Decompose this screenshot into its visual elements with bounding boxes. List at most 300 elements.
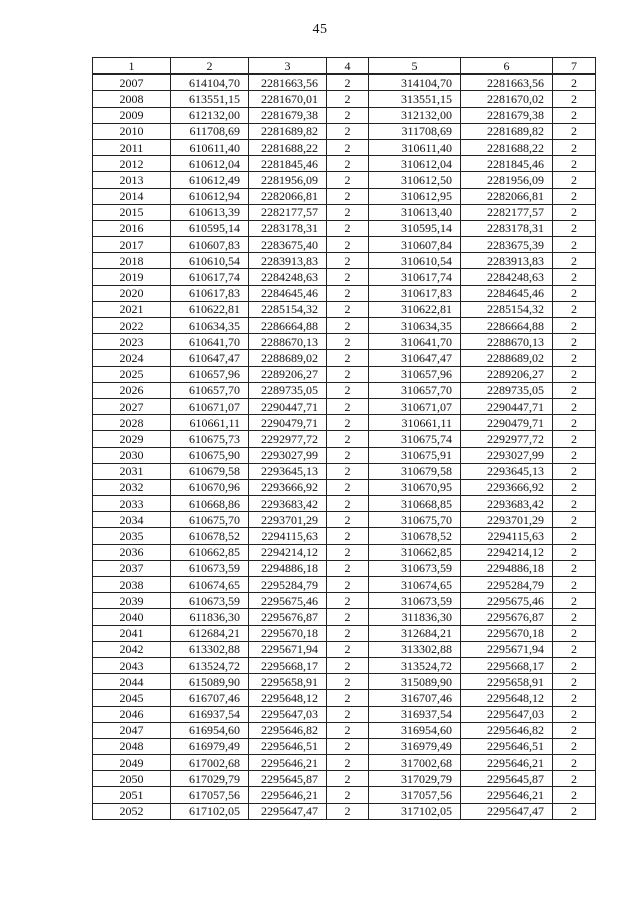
accuracy-code-cell: 2 bbox=[553, 172, 596, 188]
table-row bbox=[93, 690, 596, 706]
y-coordinate-2-cell: 2283913,83 bbox=[461, 253, 553, 269]
column-header: 4 bbox=[327, 58, 369, 75]
x-coordinate-2-cell: 310662,85 bbox=[369, 544, 461, 560]
method-code-cell: 2 bbox=[327, 188, 369, 204]
accuracy-code-cell: 2 bbox=[553, 431, 596, 447]
method-code-cell: 2 bbox=[327, 269, 369, 285]
accuracy-code-cell: 2 bbox=[553, 204, 596, 220]
y-coordinate-cell: 2290479,71 bbox=[249, 415, 327, 431]
method-code-cell: 2 bbox=[327, 544, 369, 560]
y-coordinate-2-cell: 2295671,94 bbox=[461, 641, 553, 657]
y-coordinate-cell: 2293683,42 bbox=[249, 496, 327, 512]
x-coordinate-2-cell: 311836,30 bbox=[369, 609, 461, 625]
point-number-cell: 2019 bbox=[93, 269, 171, 285]
accuracy-code-cell: 2 bbox=[553, 253, 596, 269]
table-row bbox=[93, 657, 596, 673]
x-coordinate-2-cell: 310634,35 bbox=[369, 318, 461, 334]
x-coordinate-2-cell: 310610,54 bbox=[369, 253, 461, 269]
y-coordinate-2-cell: 2281688,22 bbox=[461, 139, 553, 155]
y-coordinate-cell: 2281956,09 bbox=[249, 172, 327, 188]
method-code-cell: 2 bbox=[327, 447, 369, 463]
y-coordinate-2-cell: 2295676,87 bbox=[461, 609, 553, 625]
accuracy-code-cell: 2 bbox=[553, 755, 596, 771]
method-code-cell: 2 bbox=[327, 285, 369, 301]
table-row bbox=[93, 496, 596, 512]
y-coordinate-2-cell: 2281845,46 bbox=[461, 156, 553, 172]
x-coordinate-cell: 616979,49 bbox=[171, 738, 249, 754]
accuracy-code-cell: 2 bbox=[553, 722, 596, 738]
x-coordinate-2-cell: 317002,68 bbox=[369, 755, 461, 771]
table-row bbox=[93, 479, 596, 495]
accuracy-code-cell: 2 bbox=[553, 366, 596, 382]
accuracy-code-cell: 2 bbox=[553, 560, 596, 576]
y-coordinate-cell: 2281670,01 bbox=[249, 91, 327, 107]
y-coordinate-cell: 2293701,29 bbox=[249, 512, 327, 528]
table-row bbox=[93, 560, 596, 576]
x-coordinate-2-cell: 310612,04 bbox=[369, 156, 461, 172]
accuracy-code-cell: 2 bbox=[553, 803, 596, 819]
point-number-cell: 2017 bbox=[93, 237, 171, 253]
y-coordinate-cell: 2283913,83 bbox=[249, 253, 327, 269]
accuracy-code-cell: 2 bbox=[553, 738, 596, 754]
x-coordinate-2-cell: 317057,56 bbox=[369, 787, 461, 803]
x-coordinate-cell: 614104,70 bbox=[171, 74, 249, 91]
y-coordinate-2-cell: 2293645,13 bbox=[461, 463, 553, 479]
method-code-cell: 2 bbox=[327, 350, 369, 366]
x-coordinate-2-cell: 312132,00 bbox=[369, 107, 461, 123]
accuracy-code-cell: 2 bbox=[553, 690, 596, 706]
table-row bbox=[93, 512, 596, 528]
table-row bbox=[93, 91, 596, 107]
accuracy-code-cell: 2 bbox=[553, 787, 596, 803]
x-coordinate-2-cell: 317029,79 bbox=[369, 771, 461, 787]
table-row bbox=[93, 156, 596, 172]
point-number-cell: 2010 bbox=[93, 123, 171, 139]
y-coordinate-cell: 2281688,22 bbox=[249, 139, 327, 155]
y-coordinate-cell: 2288689,02 bbox=[249, 350, 327, 366]
x-coordinate-cell: 616954,60 bbox=[171, 722, 249, 738]
method-code-cell: 2 bbox=[327, 803, 369, 819]
point-number-cell: 2038 bbox=[93, 577, 171, 593]
method-code-cell: 2 bbox=[327, 91, 369, 107]
y-coordinate-2-cell: 2294115,63 bbox=[461, 528, 553, 544]
y-coordinate-2-cell: 2295675,46 bbox=[461, 593, 553, 609]
x-coordinate-2-cell: 310611,40 bbox=[369, 139, 461, 155]
method-code-cell: 2 bbox=[327, 334, 369, 350]
point-number-cell: 2041 bbox=[93, 625, 171, 641]
accuracy-code-cell: 2 bbox=[553, 285, 596, 301]
x-coordinate-2-cell: 316954,60 bbox=[369, 722, 461, 738]
table-row bbox=[93, 334, 596, 350]
x-coordinate-cell: 610657,70 bbox=[171, 382, 249, 398]
y-coordinate-2-cell: 2295646,21 bbox=[461, 755, 553, 771]
method-code-cell: 2 bbox=[327, 787, 369, 803]
table-row bbox=[93, 706, 596, 722]
y-coordinate-2-cell: 2293027,99 bbox=[461, 447, 553, 463]
x-coordinate-2-cell: 310622,81 bbox=[369, 301, 461, 317]
table-row bbox=[93, 577, 596, 593]
x-coordinate-2-cell: 310675,70 bbox=[369, 512, 461, 528]
accuracy-code-cell: 2 bbox=[553, 220, 596, 236]
table-row bbox=[93, 609, 596, 625]
table-row bbox=[93, 463, 596, 479]
x-coordinate-cell: 610675,73 bbox=[171, 431, 249, 447]
y-coordinate-2-cell: 2294886,18 bbox=[461, 560, 553, 576]
x-coordinate-cell: 610679,58 bbox=[171, 463, 249, 479]
x-coordinate-2-cell: 312684,21 bbox=[369, 625, 461, 641]
y-coordinate-2-cell: 2293666,92 bbox=[461, 479, 553, 495]
x-coordinate-2-cell: 310613,40 bbox=[369, 204, 461, 220]
x-coordinate-2-cell: 317102,05 bbox=[369, 803, 461, 819]
y-coordinate-cell: 2295658,91 bbox=[249, 674, 327, 690]
table-row bbox=[93, 139, 596, 155]
method-code-cell: 2 bbox=[327, 690, 369, 706]
x-coordinate-2-cell: 313302,88 bbox=[369, 641, 461, 657]
accuracy-code-cell: 2 bbox=[553, 577, 596, 593]
method-code-cell: 2 bbox=[327, 738, 369, 754]
y-coordinate-2-cell: 2295647,47 bbox=[461, 803, 553, 819]
point-number-cell: 2047 bbox=[93, 722, 171, 738]
y-coordinate-cell: 2286664,88 bbox=[249, 318, 327, 334]
y-coordinate-2-cell: 2295284,79 bbox=[461, 577, 553, 593]
point-number-cell: 2016 bbox=[93, 220, 171, 236]
accuracy-code-cell: 2 bbox=[553, 398, 596, 414]
method-code-cell: 2 bbox=[327, 382, 369, 398]
x-coordinate-cell: 610647,47 bbox=[171, 350, 249, 366]
accuracy-code-cell: 2 bbox=[553, 641, 596, 657]
x-coordinate-2-cell: 310670,95 bbox=[369, 479, 461, 495]
point-number-cell: 2048 bbox=[93, 738, 171, 754]
table-body bbox=[93, 74, 596, 819]
x-coordinate-2-cell: 310678,52 bbox=[369, 528, 461, 544]
x-coordinate-cell: 610673,59 bbox=[171, 593, 249, 609]
x-coordinate-cell: 610662,85 bbox=[171, 544, 249, 560]
table-row bbox=[93, 722, 596, 738]
accuracy-code-cell: 2 bbox=[553, 318, 596, 334]
y-coordinate-cell: 2285154,32 bbox=[249, 301, 327, 317]
method-code-cell: 2 bbox=[327, 674, 369, 690]
accuracy-code-cell: 2 bbox=[553, 544, 596, 560]
x-coordinate-2-cell: 310668,85 bbox=[369, 496, 461, 512]
x-coordinate-cell: 610611,40 bbox=[171, 139, 249, 155]
accuracy-code-cell: 2 bbox=[553, 447, 596, 463]
point-number-cell: 2032 bbox=[93, 479, 171, 495]
x-coordinate-cell: 611836,30 bbox=[171, 609, 249, 625]
table-row bbox=[93, 318, 596, 334]
y-coordinate-2-cell: 2295668,17 bbox=[461, 657, 553, 673]
x-coordinate-2-cell: 310612,95 bbox=[369, 188, 461, 204]
y-coordinate-cell: 2295284,79 bbox=[249, 577, 327, 593]
table-row bbox=[93, 431, 596, 447]
accuracy-code-cell: 2 bbox=[553, 123, 596, 139]
method-code-cell: 2 bbox=[327, 722, 369, 738]
y-coordinate-2-cell: 2285154,32 bbox=[461, 301, 553, 317]
accuracy-code-cell: 2 bbox=[553, 415, 596, 431]
y-coordinate-2-cell: 2281956,09 bbox=[461, 172, 553, 188]
method-code-cell: 2 bbox=[327, 220, 369, 236]
column-header: 5 bbox=[369, 58, 461, 75]
y-coordinate-cell: 2295646,51 bbox=[249, 738, 327, 754]
method-code-cell: 2 bbox=[327, 318, 369, 334]
x-coordinate-2-cell: 310671,07 bbox=[369, 398, 461, 414]
accuracy-code-cell: 2 bbox=[553, 301, 596, 317]
point-number-cell: 2051 bbox=[93, 787, 171, 803]
y-coordinate-cell: 2293666,92 bbox=[249, 479, 327, 495]
x-coordinate-cell: 612684,21 bbox=[171, 625, 249, 641]
table-row bbox=[93, 771, 596, 787]
method-code-cell: 2 bbox=[327, 496, 369, 512]
point-number-cell: 2014 bbox=[93, 188, 171, 204]
point-number-cell: 2022 bbox=[93, 318, 171, 334]
x-coordinate-2-cell: 310647,47 bbox=[369, 350, 461, 366]
x-coordinate-cell: 610671,07 bbox=[171, 398, 249, 414]
table-row bbox=[93, 301, 596, 317]
x-coordinate-2-cell: 316937,54 bbox=[369, 706, 461, 722]
table-row bbox=[93, 204, 596, 220]
x-coordinate-cell: 610622,81 bbox=[171, 301, 249, 317]
table-row bbox=[93, 285, 596, 301]
x-coordinate-2-cell: 310617,83 bbox=[369, 285, 461, 301]
x-coordinate-2-cell: 314104,70 bbox=[369, 74, 461, 91]
method-code-cell: 2 bbox=[327, 512, 369, 528]
x-coordinate-cell: 610634,35 bbox=[171, 318, 249, 334]
method-code-cell: 2 bbox=[327, 463, 369, 479]
y-coordinate-2-cell: 2281670,02 bbox=[461, 91, 553, 107]
point-number-cell: 2011 bbox=[93, 139, 171, 155]
table-row bbox=[93, 787, 596, 803]
y-coordinate-cell: 2295646,21 bbox=[249, 755, 327, 771]
x-coordinate-2-cell: 315089,90 bbox=[369, 674, 461, 690]
y-coordinate-cell: 2294115,63 bbox=[249, 528, 327, 544]
method-code-cell: 2 bbox=[327, 431, 369, 447]
point-number-cell: 2040 bbox=[93, 609, 171, 625]
y-coordinate-2-cell: 2281679,38 bbox=[461, 107, 553, 123]
x-coordinate-cell: 611708,69 bbox=[171, 123, 249, 139]
accuracy-code-cell: 2 bbox=[553, 674, 596, 690]
accuracy-code-cell: 2 bbox=[553, 496, 596, 512]
x-coordinate-2-cell: 310641,70 bbox=[369, 334, 461, 350]
x-coordinate-cell: 617002,68 bbox=[171, 755, 249, 771]
x-coordinate-cell: 610673,59 bbox=[171, 560, 249, 576]
table-row bbox=[93, 544, 596, 560]
accuracy-code-cell: 2 bbox=[553, 657, 596, 673]
point-number-cell: 2042 bbox=[93, 641, 171, 657]
y-coordinate-cell: 2281679,38 bbox=[249, 107, 327, 123]
point-number-cell: 2034 bbox=[93, 512, 171, 528]
method-code-cell: 2 bbox=[327, 204, 369, 220]
y-coordinate-cell: 2288670,13 bbox=[249, 334, 327, 350]
table-row bbox=[93, 398, 596, 414]
accuracy-code-cell: 2 bbox=[553, 463, 596, 479]
x-coordinate-2-cell: 310679,58 bbox=[369, 463, 461, 479]
x-coordinate-2-cell: 310607,84 bbox=[369, 237, 461, 253]
y-coordinate-2-cell: 2295646,82 bbox=[461, 722, 553, 738]
table-row bbox=[93, 350, 596, 366]
point-number-cell: 2020 bbox=[93, 285, 171, 301]
y-coordinate-cell: 2292977,72 bbox=[249, 431, 327, 447]
method-code-cell: 2 bbox=[327, 479, 369, 495]
x-coordinate-cell: 610613,39 bbox=[171, 204, 249, 220]
accuracy-code-cell: 2 bbox=[553, 91, 596, 107]
method-code-cell: 2 bbox=[327, 156, 369, 172]
y-coordinate-cell: 2284645,46 bbox=[249, 285, 327, 301]
point-number-cell: 2030 bbox=[93, 447, 171, 463]
y-coordinate-2-cell: 2284645,46 bbox=[461, 285, 553, 301]
y-coordinate-cell: 2295671,94 bbox=[249, 641, 327, 657]
y-coordinate-cell: 2289206,27 bbox=[249, 366, 327, 382]
x-coordinate-cell: 617102,05 bbox=[171, 803, 249, 819]
table-row bbox=[93, 237, 596, 253]
y-coordinate-cell: 2295646,82 bbox=[249, 722, 327, 738]
method-code-cell: 2 bbox=[327, 172, 369, 188]
y-coordinate-cell: 2284248,63 bbox=[249, 269, 327, 285]
table-row bbox=[93, 738, 596, 754]
y-coordinate-2-cell: 2282177,57 bbox=[461, 204, 553, 220]
accuracy-code-cell: 2 bbox=[553, 706, 596, 722]
table-row bbox=[93, 528, 596, 544]
accuracy-code-cell: 2 bbox=[553, 74, 596, 91]
table-row bbox=[93, 674, 596, 690]
x-coordinate-2-cell: 310657,70 bbox=[369, 382, 461, 398]
y-coordinate-cell: 2281663,56 bbox=[249, 74, 327, 91]
x-coordinate-cell: 617057,56 bbox=[171, 787, 249, 803]
y-coordinate-2-cell: 2281663,56 bbox=[461, 74, 553, 91]
table-row bbox=[93, 253, 596, 269]
point-number-cell: 2024 bbox=[93, 350, 171, 366]
method-code-cell: 2 bbox=[327, 107, 369, 123]
point-number-cell: 2049 bbox=[93, 755, 171, 771]
method-code-cell: 2 bbox=[327, 593, 369, 609]
y-coordinate-2-cell: 2283675,39 bbox=[461, 237, 553, 253]
accuracy-code-cell: 2 bbox=[553, 609, 596, 625]
x-coordinate-cell: 613551,15 bbox=[171, 91, 249, 107]
x-coordinate-cell: 610670,96 bbox=[171, 479, 249, 495]
method-code-cell: 2 bbox=[327, 577, 369, 593]
table-row bbox=[93, 188, 596, 204]
table-row bbox=[93, 269, 596, 285]
table-row bbox=[93, 625, 596, 641]
accuracy-code-cell: 2 bbox=[553, 512, 596, 528]
y-coordinate-2-cell: 2293701,29 bbox=[461, 512, 553, 528]
accuracy-code-cell: 2 bbox=[553, 188, 596, 204]
y-coordinate-cell: 2283675,40 bbox=[249, 237, 327, 253]
y-coordinate-2-cell: 2295670,18 bbox=[461, 625, 553, 641]
y-coordinate-2-cell: 2289735,05 bbox=[461, 382, 553, 398]
x-coordinate-cell: 617029,79 bbox=[171, 771, 249, 787]
table-row bbox=[93, 123, 596, 139]
method-code-cell: 2 bbox=[327, 398, 369, 414]
accuracy-code-cell: 2 bbox=[553, 139, 596, 155]
table-row bbox=[93, 593, 596, 609]
method-code-cell: 2 bbox=[327, 74, 369, 91]
method-code-cell: 2 bbox=[327, 706, 369, 722]
point-number-cell: 2023 bbox=[93, 334, 171, 350]
method-code-cell: 2 bbox=[327, 237, 369, 253]
x-coordinate-cell: 612132,00 bbox=[171, 107, 249, 123]
x-coordinate-cell: 610610,54 bbox=[171, 253, 249, 269]
y-coordinate-2-cell: 2290447,71 bbox=[461, 398, 553, 414]
accuracy-code-cell: 2 bbox=[553, 350, 596, 366]
x-coordinate-cell: 613302,88 bbox=[171, 641, 249, 657]
point-number-cell: 2046 bbox=[93, 706, 171, 722]
point-number-cell: 2028 bbox=[93, 415, 171, 431]
point-number-cell: 2043 bbox=[93, 657, 171, 673]
y-coordinate-2-cell: 2283178,31 bbox=[461, 220, 553, 236]
y-coordinate-cell: 2281845,46 bbox=[249, 156, 327, 172]
table-row bbox=[93, 366, 596, 382]
accuracy-code-cell: 2 bbox=[553, 528, 596, 544]
table-row bbox=[93, 172, 596, 188]
table-row bbox=[93, 447, 596, 463]
method-code-cell: 2 bbox=[327, 139, 369, 155]
y-coordinate-2-cell: 2295648,12 bbox=[461, 690, 553, 706]
table-row bbox=[93, 415, 596, 431]
y-coordinate-2-cell: 2295658,91 bbox=[461, 674, 553, 690]
point-number-cell: 2027 bbox=[93, 398, 171, 414]
point-number-cell: 2026 bbox=[93, 382, 171, 398]
method-code-cell: 2 bbox=[327, 301, 369, 317]
accuracy-code-cell: 2 bbox=[553, 771, 596, 787]
method-code-cell: 2 bbox=[327, 123, 369, 139]
point-number-cell: 2033 bbox=[93, 496, 171, 512]
column-header: 3 bbox=[249, 58, 327, 75]
y-coordinate-2-cell: 2292977,72 bbox=[461, 431, 553, 447]
accuracy-code-cell: 2 bbox=[553, 156, 596, 172]
y-coordinate-cell: 2295668,17 bbox=[249, 657, 327, 673]
coordinates-table bbox=[92, 57, 596, 820]
x-coordinate-2-cell: 316979,49 bbox=[369, 738, 461, 754]
y-coordinate-cell: 2293027,99 bbox=[249, 447, 327, 463]
y-coordinate-cell: 2295647,03 bbox=[249, 706, 327, 722]
accuracy-code-cell: 2 bbox=[553, 269, 596, 285]
point-number-cell: 2052 bbox=[93, 803, 171, 819]
point-number-cell: 2015 bbox=[93, 204, 171, 220]
x-coordinate-cell: 613524,72 bbox=[171, 657, 249, 673]
y-coordinate-cell: 2295648,12 bbox=[249, 690, 327, 706]
y-coordinate-2-cell: 2295646,51 bbox=[461, 738, 553, 754]
table-row bbox=[93, 220, 596, 236]
y-coordinate-cell: 2295676,87 bbox=[249, 609, 327, 625]
y-coordinate-cell: 2295645,87 bbox=[249, 771, 327, 787]
y-coordinate-2-cell: 2281689,82 bbox=[461, 123, 553, 139]
x-coordinate-cell: 610612,94 bbox=[171, 188, 249, 204]
x-coordinate-cell: 610674,65 bbox=[171, 577, 249, 593]
y-coordinate-2-cell: 2290479,71 bbox=[461, 415, 553, 431]
y-coordinate-cell: 2281689,82 bbox=[249, 123, 327, 139]
x-coordinate-2-cell: 310674,65 bbox=[369, 577, 461, 593]
y-coordinate-cell: 2290447,71 bbox=[249, 398, 327, 414]
y-coordinate-2-cell: 2282066,81 bbox=[461, 188, 553, 204]
y-coordinate-cell: 2295670,18 bbox=[249, 625, 327, 641]
accuracy-code-cell: 2 bbox=[553, 479, 596, 495]
point-number-cell: 2045 bbox=[93, 690, 171, 706]
point-number-cell: 2037 bbox=[93, 560, 171, 576]
point-number-cell: 2029 bbox=[93, 431, 171, 447]
point-number-cell: 2039 bbox=[93, 593, 171, 609]
x-coordinate-2-cell: 310617,74 bbox=[369, 269, 461, 285]
y-coordinate-2-cell: 2286664,88 bbox=[461, 318, 553, 334]
y-coordinate-cell: 2295647,47 bbox=[249, 803, 327, 819]
accuracy-code-cell: 2 bbox=[553, 593, 596, 609]
y-coordinate-cell: 2294214,12 bbox=[249, 544, 327, 560]
point-number-cell: 2007 bbox=[93, 74, 171, 91]
method-code-cell: 2 bbox=[327, 253, 369, 269]
x-coordinate-2-cell: 310673,59 bbox=[369, 560, 461, 576]
accuracy-code-cell: 2 bbox=[553, 625, 596, 641]
y-coordinate-2-cell: 2294214,12 bbox=[461, 544, 553, 560]
x-coordinate-cell: 610617,83 bbox=[171, 285, 249, 301]
column-header: 7 bbox=[553, 58, 596, 75]
